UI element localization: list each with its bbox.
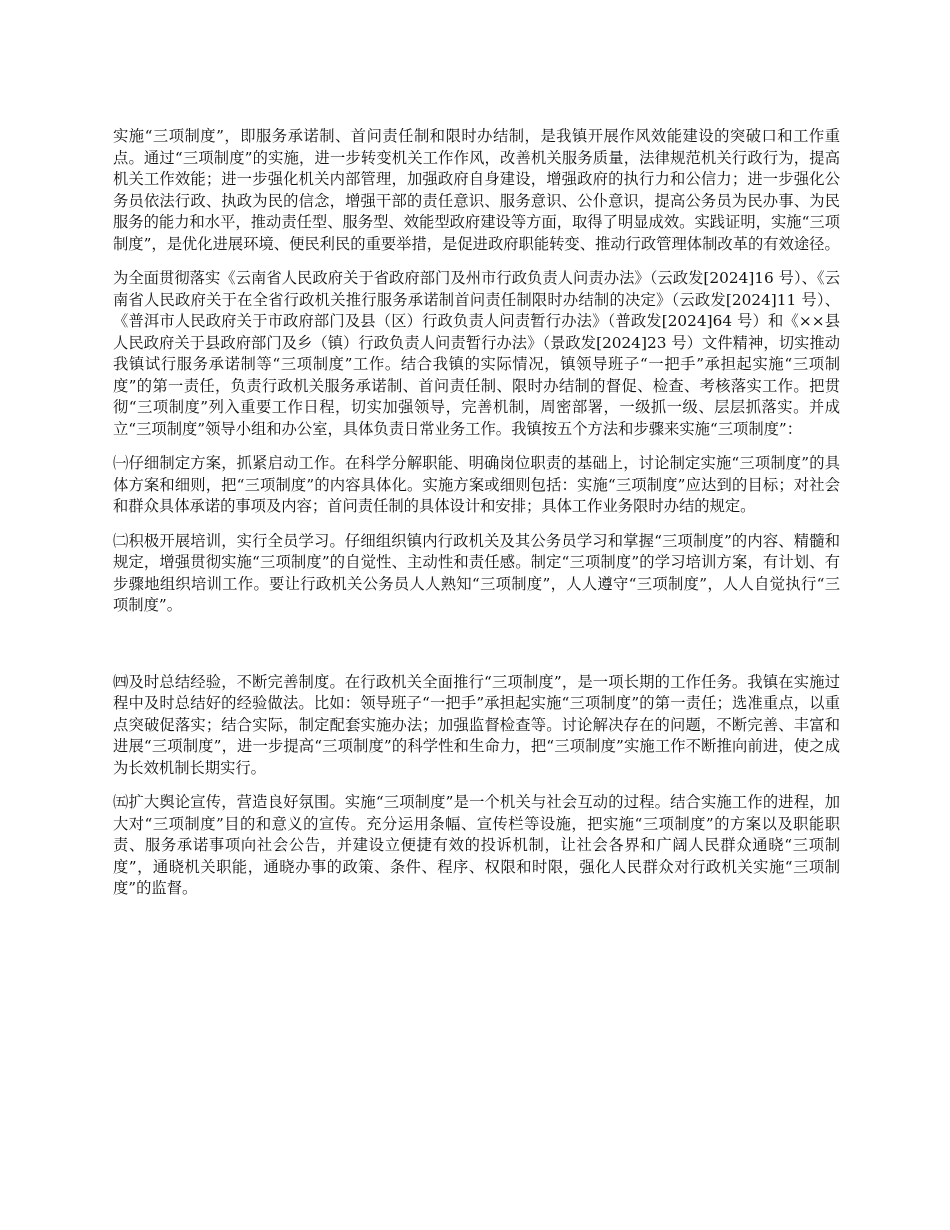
paragraph-step-1: ㈠仔细制定方案，抓紧启动工作。在科学分解职能、明确岗位职责的基础上，讨论制定实施“三项制度”的具体方案和细则，把“三项制度”的内容具体化。实施方案或细则包括：实施“三项制度”应达到的目标；对社会和群众具体承诺的事项及内容；首问责任制的具体设计和安排；具体工作业务限时办结的规定。 <box>113 454 840 515</box>
paragraph-implementation: 为全面贯彻落实《云南省人民政府关于省政府部门及州市行政负责人问责办法》（云政发[2024]16 号）、《云南省人民政府关于在全省行政机关推行服务承诺制首问责任制限时办结制的决定》（云政发[2024]11 号）、《普洱市人民政府关于市政府部门及县（区）行政负责人问责暂行办法》（普政发[2024]64 号）和《××县人民政府关于县政府部门及乡（镇）行政负责人问责暂行办法》（景政发[2024]23 号）文件精神，切实推动我镇试行服务承诺制等“三项制度”工作。结合我镇的实际情况，镇领导班子“一把手”承担起实施“三项制度”的第一责任，负责行政机关服务承诺制、首问责任制、限时办结制的督促、检查、考核落实工作。把贯彻“三项制度”列入重要工作日程，切实加强领导，完善机制，周密部署，一级抓一级、层层抓落实。并成立“三项制度”领导小组和办公室，具体负责日常业务工作。我镇按五个方法和步骤来实施“三项制度”： <box>113 269 840 438</box>
section-gap <box>113 630 840 672</box>
paragraph-step-4: ㈣及时总结经验，不断完善制度。在行政机关全面推行“三项制度”，是一项长期的工作任务。我镇在实施过程中及时总结好的经验做法。比如：领导班子“一把手”承担起实施“三项制度”的第一责任；选准重点，以重点突破促落实；结合实际，制定配套实施办法；加强监督检查等。讨论解决存在的问题，不断完善、丰富和进展“三项制度”，进一步提高“三项制度”的科学性和生命力，把“三项制度”实施工作不断推向前进，使之成为长效机制长期实行。 <box>113 672 840 777</box>
paragraph-step-5: ㈤扩大舆论宣传，营造良好氛围。实施“三项制度”是一个机关与社会互动的过程。结合实施工作的进程，加大对“三项制度”目的和意义的宣传。充分运用条幅、宣传栏等设施，把实施“三项制度”的方案以及职能职责、服务承诺事项向社会公告，并建设立便捷有效的投诉机制，让社会各界和广阔人民群众通晓“三项制度”，通晓机关职能，通晓办事的政策、条件、程序、权限和时限，强化人民群众对行政机关实施“三项制度”的监督。 <box>113 793 840 897</box>
paragraph-step-2: ㈡积极开展培训，实行全员学习。仔细组织镇内行政机关及其公务员学习和掌握“三项制度”的内容、精髓和规定，增强贯彻实施“三项制度”的自觉性、主动性和责任感。制定“三项制度”的学习培训方案，有计划、有步骤地组织培训工作。要让行政机关公务员人人熟知“三项制度”，人人遵守“三项制度”，人人自觉执行“三项制度”。 <box>113 531 840 614</box>
document-body <box>113 126 840 913</box>
paragraph-intro: 实施“三项制度”，即服务承诺制、首问责任制和限时办结制，是我镇开展作风效能建设的突破口和工作重点。通过“三项制度”的实施，进一步转变机关工作作风，改善机关服务质量，法律规范机关行政行为，提高机关工作效能；进一步强化机关内部管理，加强政府自身建设，增强政府的执行力和公信力；进一步强化公务员依法行政、执政为民的信念，增强干部的责任意识、服务意识、公仆意识，提高公务员为民办事、为民服务的能力和水平，推动责任型、服务型、效能型政府建设等方面，取得了明显成效。实践证明，实施“三项制度”，是优化进展环境、便民利民的重要举措，是促进政府职能转变、推动行政管理体制改革的有效途径。 <box>113 127 840 253</box>
